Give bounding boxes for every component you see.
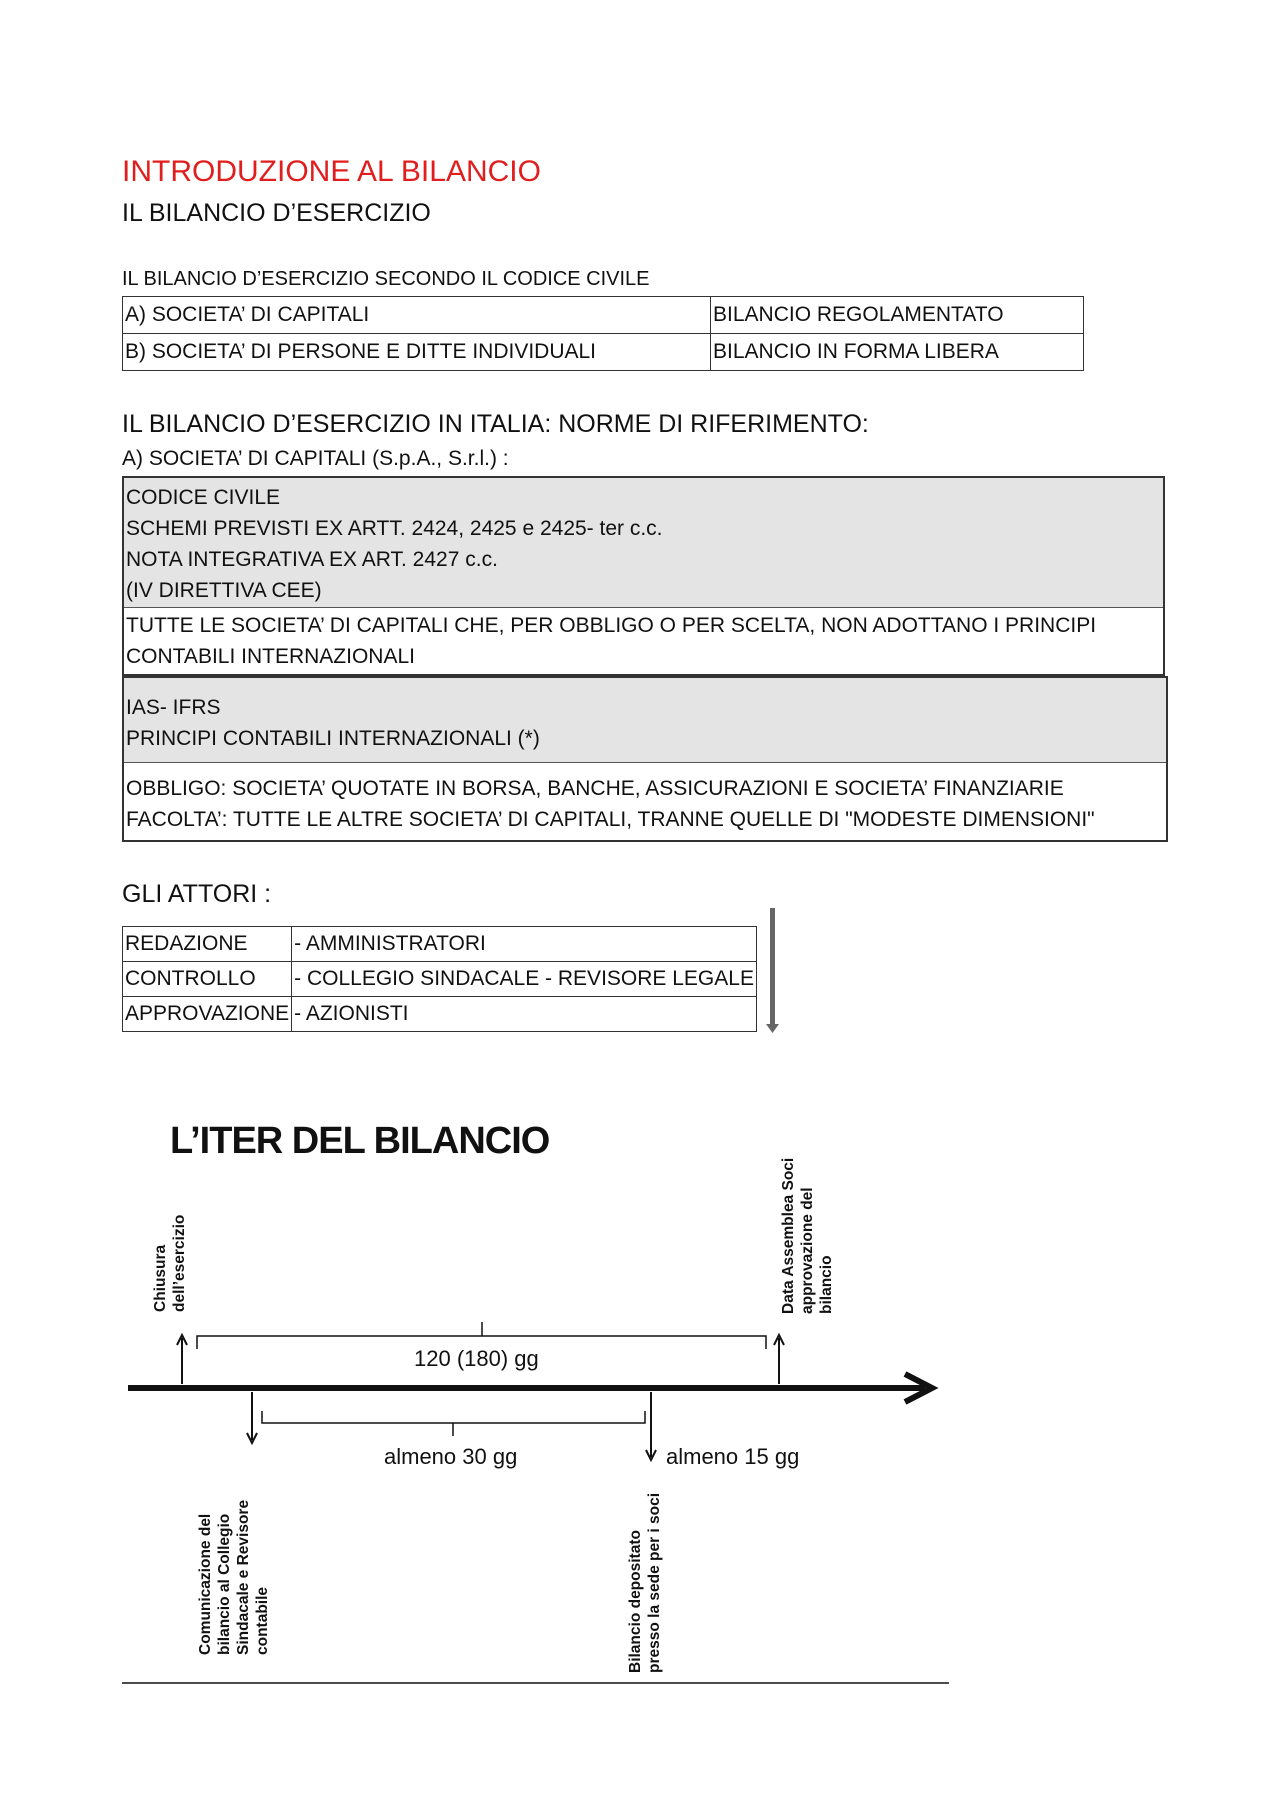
bracket-30-days — [262, 1411, 645, 1436]
assemblea-label: Data Assemblea Soci approvazione del bilancio — [780, 1157, 835, 1314]
page-subtitle: IL BILANCIO D’ESERCIZIO — [122, 199, 431, 227]
assemblea-up-arrow-icon — [774, 1335, 784, 1384]
norm-detail-line: OBBLIGO: SOCIETA’ QUOTATE IN BORSA, BANCHE, ASSICURAZIONI E SOCIETA’ FINANZIARIE — [126, 777, 1064, 800]
table-cell: BILANCIO REGOLAMENTATO — [711, 297, 1084, 334]
iter-title: L’ITER DEL BILANCIO — [170, 1120, 550, 1162]
norm-line: CODICE CIVILE — [126, 486, 281, 509]
table-cell: - AZIONISTI — [292, 997, 757, 1032]
norm-line: SCHEMI PREVISTI EX ARTT. 2424, 2425 e 2425- ter c.c. — [126, 517, 663, 540]
norm-detail-line: TUTTE LE SOCIETA’ DI CAPITALI CHE, PER OBBLIGO O PER SCELTA, NON ADOTTANO I PRINCIPI — [126, 614, 1097, 637]
norms-caption: A) SOCIETA’ DI CAPITALI (S.p.A., S.r.l.) : — [122, 447, 509, 470]
deposito-down-arrow-icon — [646, 1392, 656, 1460]
table-cell: A) SOCIETA’ DI CAPITALI — [123, 297, 711, 334]
page-title: INTRODUZIONE AL BILANCIO — [122, 155, 541, 188]
norm-line: NOTA INTEGRATIVA EX ART. 2427 c.c. — [126, 548, 498, 571]
norm-line: PRINCIPI CONTABILI INTERNAZIONALI (*) — [126, 727, 540, 750]
timeline-axis — [128, 1374, 932, 1402]
table-cell: BILANCIO IN FORMA LIBERA — [711, 334, 1084, 371]
flow-down-arrow-icon — [766, 908, 779, 1033]
comunicazione-label: Comunicazione del bilancio al Collegio Sindacale e Revisore contabile — [197, 1499, 271, 1655]
actors-heading: GLI ATTORI : — [122, 880, 272, 908]
chiusura-label: Chiusura dell’esercizio — [152, 1214, 188, 1312]
norms-heading: IL BILANCIO D’ESERCIZIO IN ITALIA: NORME DI RIFERIMENTO: — [122, 410, 869, 438]
norm-line: (IV DIRETTIVA CEE) — [126, 579, 322, 602]
comunicazione-down-arrow-icon — [247, 1392, 257, 1443]
table-cell: - AMMINISTRATORI — [292, 927, 757, 962]
span-15-label: almeno 15 gg — [666, 1444, 800, 1469]
table-cell: B) SOCIETA’ DI PERSONE E DITTE INDIVIDUALI — [123, 334, 711, 371]
table-cell: CONTROLLO — [123, 962, 292, 997]
norm-detail-line: FACOLTA’: TUTTE LE ALTRE SOCIETA’ DI CAPITALI, TRANNE QUELLE DI "MODESTE DIMENSIONI" — [126, 808, 1095, 831]
norm-detail-line: CONTABILI INTERNAZIONALI — [126, 645, 415, 668]
chiusura-up-arrow-icon — [177, 1335, 187, 1384]
span-30-label: almeno 30 gg — [384, 1444, 518, 1469]
table-cell: - COLLEGIO SINDACALE - REVISORE LEGALE — [292, 962, 757, 997]
table-cell: REDAZIONE — [123, 927, 292, 962]
bracket-120-days — [197, 1322, 766, 1349]
span-total-label: 120 (180) gg — [414, 1346, 539, 1371]
table-cell: APPROVAZIONE — [123, 997, 292, 1032]
deposito-label: Bilancio depositato presso la sede per i soci — [627, 1492, 663, 1673]
norm-line: IAS- IFRS — [126, 696, 221, 719]
civil-code-caption: IL BILANCIO D’ESERCIZIO SECONDO IL CODICE CIVILE — [122, 268, 650, 290]
